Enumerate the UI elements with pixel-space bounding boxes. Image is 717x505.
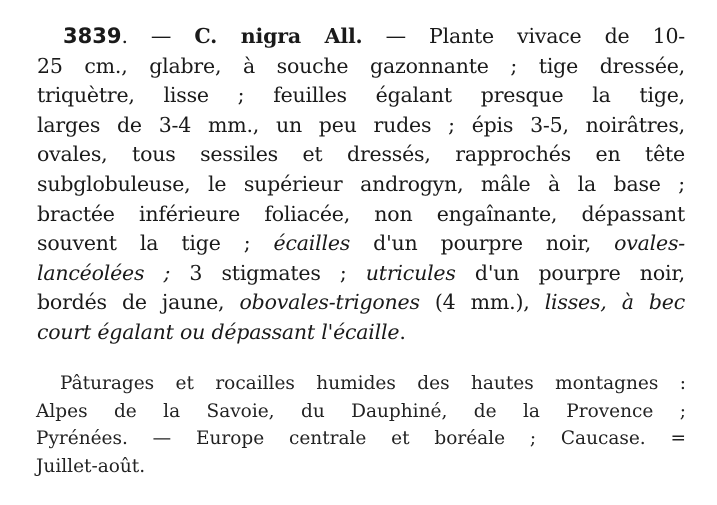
entry-number-suffix: . — bbox=[121, 24, 195, 48]
entry-line-7: bractée inférieure foliacée, non engaînante, dépassant bbox=[37, 201, 685, 226]
entry-line-10-b: obovales-trigones bbox=[239, 290, 420, 315]
entry-line-8-b: écailles bbox=[273, 231, 351, 256]
entry-line-8 bbox=[37, 229, 685, 259]
entry-line-11-a: court égalant ou dépassant l'écaille bbox=[37, 319, 400, 344]
entry-line-2: 25 cm., glabre, à souche gazonnante ; tige dressée, bbox=[37, 53, 685, 78]
entry-line-1-text: — Plante vivace de 10- bbox=[362, 24, 686, 48]
entry-line-10-d: lisses, à bec bbox=[544, 290, 686, 315]
entry-line-3: triquètre, lisse ; feuilles égalant presque la tige, bbox=[37, 83, 685, 108]
habitat-paragraph bbox=[36, 370, 686, 480]
entry-line-11-b: . bbox=[399, 319, 406, 344]
entry-line-6: subglobuleuse, le supérieur androgyn, mâle à la base ; bbox=[37, 171, 685, 196]
entry-line-10 bbox=[37, 288, 685, 318]
habitat-line-1: Pâturages et rocailles humides des hautes montagnes : bbox=[60, 373, 686, 394]
species-entry bbox=[37, 22, 685, 348]
habitat-line-4: Juillet-août. bbox=[36, 455, 146, 477]
entry-line-8-d: ovales- bbox=[614, 231, 686, 256]
habitat-line-3: Pyrénées. — Europe centrale et boréale ; Caucase. = bbox=[36, 428, 686, 449]
habitat-line-2: Alpes de la Savoie, du Dauphiné, de la Provence ; bbox=[36, 400, 686, 422]
entry-line-8-c: d'un pourpre noir, bbox=[350, 231, 615, 256]
entry-line-11 bbox=[37, 318, 685, 348]
entry-line-9-c: utricules bbox=[365, 260, 456, 285]
entry-line-4: larges de 3-4 mm., un peu rudes ; épis 3-5, noirâtres, bbox=[37, 112, 685, 137]
entry-line-9 bbox=[37, 259, 685, 289]
entry-number: 3839 bbox=[63, 24, 122, 48]
entry-line-1 bbox=[37, 22, 685, 52]
entry-line-9-d: d'un pourpre noir, bbox=[455, 260, 685, 285]
entry-line-10-c: (4 mm.), bbox=[419, 290, 545, 315]
entry-line-9-a: lancéolées ; bbox=[37, 260, 171, 285]
species-name: C. nigra All. bbox=[194, 24, 363, 48]
entry-line-8-a: souvent la tige ; bbox=[37, 231, 274, 256]
entry-line-5: ovales, tous sessiles et dressés, rapprochés en tête bbox=[37, 142, 685, 167]
entry-line-10-a: bordés de jaune, bbox=[37, 290, 240, 315]
entry-line-9-b: 3 stigmates ; bbox=[170, 260, 366, 285]
